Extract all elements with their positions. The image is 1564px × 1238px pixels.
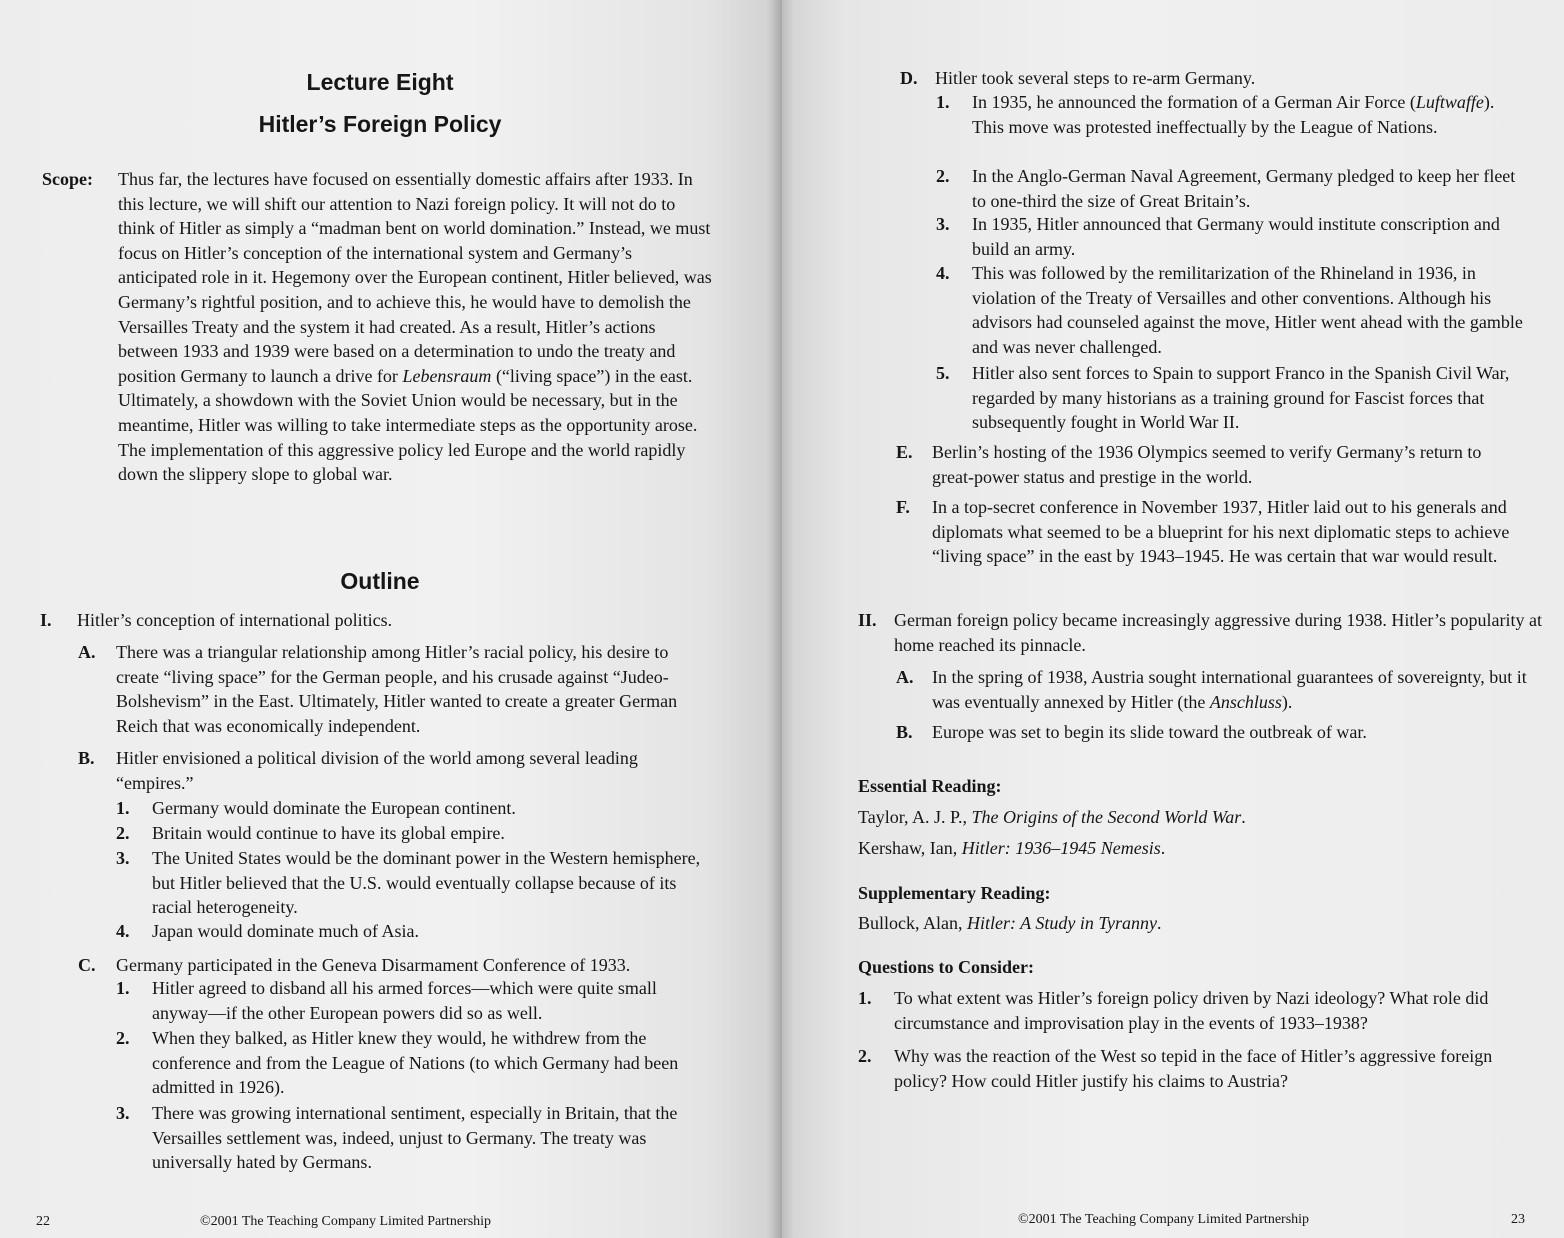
list-item-number: 1. [116, 978, 130, 998]
list-item: Hitler agreed to disband all his armed forces—which were quite small anyway—if the other European powers did so as well. [152, 978, 657, 1023]
reading-title: Hitler: A Study in Tyranny [967, 913, 1157, 933]
item-A-label: A. [78, 642, 96, 662]
footer-copyright: ©2001 The Teaching Company Limited Partnership [1018, 1212, 1310, 1227]
list-item [972, 90, 1522, 139]
reading-period: . [1241, 807, 1246, 827]
lecture-subtitle: Hitler’s Foreign Policy [258, 111, 502, 137]
item-E-label: E. [896, 442, 913, 462]
list-item: The United States would be the dominant power in the Western hemisphere, but Hitler believed that the U.S. would eventually collapse because of its racial heterogeneity. [152, 848, 701, 918]
list-item: This was followed by the remilitarization of the Rhineland in 1936, in violation of the Treaty of Versailles and other conventions. Although his advisors had counseled against the move, Hitler went ahead with the gamble and was never challenged. [972, 263, 1523, 357]
reading-author: Kershaw, Ian, [858, 838, 958, 858]
list-item-number: 4. [116, 921, 130, 941]
item-IIA-text [932, 665, 1532, 714]
item-F-text: In a top-secret conference in November 1937, Hitler laid out to his generals and diplomats what seemed to be a blueprint for his next diplomatic steps to achieve “living space” in the east by 1943–1945. He was certain that war would result. [932, 497, 1510, 567]
scope-paragraph [118, 167, 712, 487]
list-item-text: ). This move was protested ineffectually by the League of Nations. [972, 92, 1495, 137]
outline-heading: Outline [340, 568, 420, 594]
item-C-label: C. [78, 955, 96, 975]
list-item: Japan would dominate much of Asia. [152, 921, 419, 941]
list-item-number: 5. [936, 363, 950, 383]
reading-author: Bullock, Alan, [858, 913, 963, 933]
item-IIA-body: In the spring of 1938, Austria sought international guarantees of sovereignty, but it was eventually annexed by Hitler (the [932, 667, 1527, 712]
section-I-text: Hitler’s conception of international politics. [77, 610, 393, 630]
scope-text-after: (“living space”) in the east. Ultimately, a showdown with the Soviet Union would be necessary, but in the meantime, Hitler was willing to take intermediate steps as the opportunity arose. The implementation of this aggressive policy led Europe and the world rapidly down the slippery slope to global war. [118, 365, 698, 485]
luftwaffe-term: Luftwaffe [1415, 92, 1484, 112]
item-B-text: Hitler envisioned a political division of the world among several leading “empires.” [116, 748, 638, 793]
anschluss-term: Anschluss [1209, 691, 1282, 712]
question-number: 1. [858, 988, 872, 1008]
list-item-number: 2. [116, 823, 130, 843]
list-item-number: 2. [936, 166, 950, 186]
list-item: In the Anglo-German Naval Agreement, Germany pledged to keep her fleet to one-third the size of Great Britain’s. [972, 166, 1516, 211]
list-item-number: 1. [116, 798, 130, 818]
list-item: When they balked, as Hitler knew they would, he withdrew from the conference and from the League of Nations (to which Germany had been admitted in 1926). [152, 1028, 679, 1098]
reading-title: Hitler: 1936–1945 Nemesis [961, 838, 1161, 858]
item-IIA-tail: ). [1281, 691, 1293, 712]
essential-reading-heading: Essential Reading: [858, 776, 1002, 796]
scope-text: Thus far, the lectures have focused on essentially domestic affairs after 1933. In this lecture, we will shift our attention to Nazi foreign policy. It will not do to think of Hitler as simply a “madman bent on world domination.” Instead, we must focus on Hitler’s conception of the international system and Germany’s anticipated role in it. Hegemony over the European continent, Hitler believed, was Germany’s rightful position, and to achieve this, he would have to demolish the Versailles Treaty and the system it had created. As a result, Hitler’s actions between 1933 and 1939 were based on a determination to undo the treaty and position Germany to launch a drive for [118, 169, 712, 386]
item-F-label: F. [896, 497, 910, 517]
list-item-number: 1. [936, 92, 950, 112]
right-page [782, 0, 1564, 1238]
item-D-label: D. [900, 68, 918, 88]
page-number: 23 [1511, 1212, 1525, 1227]
essential-reading-item [858, 836, 1538, 861]
list-item-number: 3. [936, 214, 950, 234]
supplementary-reading-heading: Supplementary Reading: [858, 883, 1051, 903]
list-item-number: 3. [116, 848, 130, 868]
reading-period: . [1160, 838, 1166, 858]
book-spine [770, 0, 794, 1238]
question-item: To what extent was Hitler’s foreign policy driven by Nazi ideology? What role did circumstance and improvisation play in the events of 1933–1938? [894, 988, 1489, 1033]
list-item-number: 2. [116, 1028, 130, 1048]
essential-reading-item [858, 805, 1538, 830]
item-E-text: Berlin’s hosting of the 1936 Olympics seemed to verify Germany’s return to great-power status and prestige in the world. [932, 442, 1482, 487]
section-II-label: II. [858, 610, 877, 630]
item-D-text: Hitler took several steps to re-arm Germany. [935, 68, 1256, 88]
list-item-number: 4. [936, 263, 950, 283]
scope-italic-term: Lebensraum [402, 365, 492, 386]
list-item: Hitler also sent forces to Spain to support Franco in the Spanish Civil War, regarded by many historians as a training ground for Fascist forces that subsequently fought in World War II. [972, 363, 1510, 433]
question-number: 2. [858, 1046, 872, 1066]
supplementary-reading-item [858, 911, 1538, 936]
item-B-label: B. [78, 748, 95, 768]
item-A-text: There was a triangular relationship among Hitler’s racial policy, his desire to create “living space” for the German people, and his crusade against “Judeo-Bolshevism” in the East. Ultimately, Hitler wanted to create a greater German Reich that was economically independent. [116, 642, 678, 736]
list-item-number: 3. [116, 1103, 130, 1123]
reading-title: The Origins of the Second World War [971, 807, 1242, 827]
item-IIB-label: B. [896, 722, 913, 742]
section-I-label: I. [40, 610, 52, 630]
list-item: Germany would dominate the European continent. [152, 798, 516, 818]
questions-heading: Questions to Consider: [858, 957, 1035, 977]
question-item: Why was the reaction of the West so tepid in the face of Hitler’s aggressive foreign policy? How could Hitler justify his claims to Austria? [894, 1046, 1493, 1091]
list-item: Britain would continue to have its global empire. [152, 823, 505, 843]
list-item: There was growing international sentiment, especially in Britain, that the Versailles settlement was, indeed, unjust to Germany. The treaty was universally hated by Germans. [152, 1103, 678, 1173]
item-C-text: Germany participated in the Geneva Disarmament Conference of 1933. [116, 955, 631, 975]
reading-period: . [1156, 913, 1162, 933]
scope-label: Scope: [42, 169, 93, 189]
item-IIA-label: A. [896, 667, 914, 687]
page-number: 22 [36, 1214, 50, 1229]
footer-copyright: ©2001 The Teaching Company Limited Partnership [200, 1214, 492, 1229]
lecture-title: Lecture Eight [306, 69, 454, 95]
item-IIB-text: Europe was set to begin its slide toward the outbreak of war. [932, 722, 1367, 742]
reading-author: Taylor, A. J. P., [858, 807, 968, 827]
list-item: In 1935, Hitler announced that Germany would institute conscription and build an army. [972, 214, 1500, 259]
list-item-text: In 1935, he announced the formation of a German Air Force ( [972, 92, 1416, 112]
section-II-text: German foreign policy became increasingly aggressive during 1938. Hitler’s popularity at home reached its pinnacle. [894, 610, 1542, 655]
